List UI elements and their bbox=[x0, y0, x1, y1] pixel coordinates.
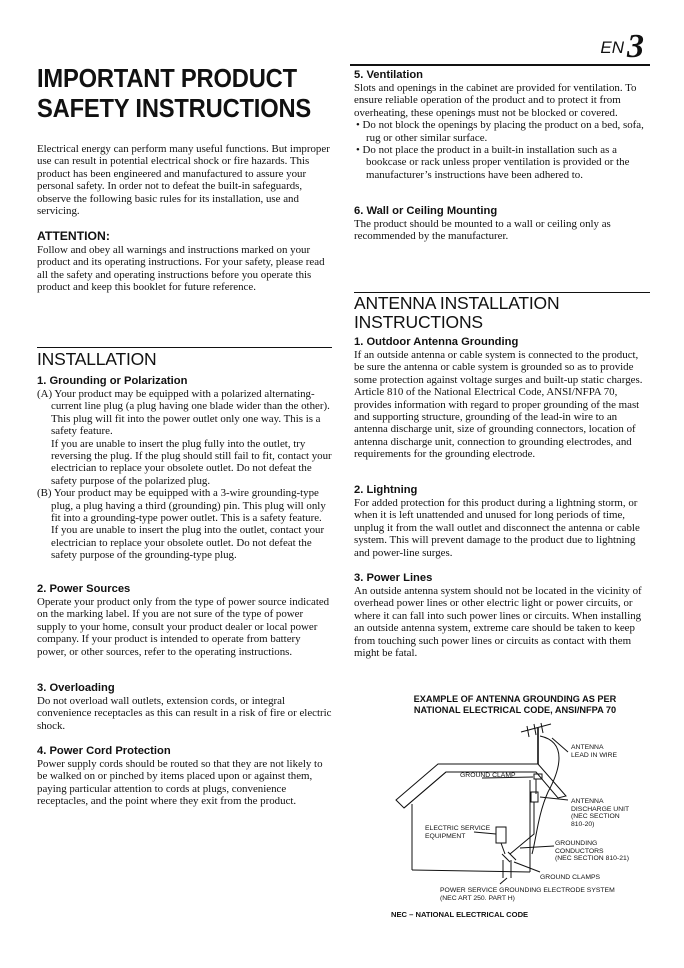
label-ground-clamp: GROUND CLAMP bbox=[460, 772, 516, 779]
power-lines-text: An outside antenna system should not be located in the vicinity of overhead power lines or other electric light or power circuits, or where it can fall into such power lines or circuits. When installing an outside antenna system, extreme care should be taken to keep from touching such power lines or circuits as contact with them might be fatal. bbox=[354, 585, 642, 660]
antenna-heading bbox=[354, 294, 559, 332]
label-discharge-unit: ANTENNA DISCHARGE UNIT (NEC SECTION 810-20) bbox=[571, 798, 630, 828]
lightning-section bbox=[354, 483, 650, 559]
grounding-section bbox=[37, 374, 332, 562]
outdoor-antenna-section bbox=[354, 335, 650, 461]
label-ground-clamps: GROUND CLAMPS bbox=[540, 874, 601, 881]
grounding-a-text: (A) Your product may be equipped with a polarized alternating-current line plug (a plug having one blade wider than the other). This plug will fit into the power outlet only one way. This is a safety feature. bbox=[37, 388, 330, 438]
lightning-text: For added protection for this product during a lightning storm, or when it is left unattended and unused for long periods of time, unplug it from the wall outlet and disconnect the antenna or cable system. This will prevent damage to the product due to lightning and power-line surges. bbox=[354, 497, 640, 559]
grounding-title: 1. Grounding or Polarization bbox=[37, 375, 188, 387]
language-label: EN bbox=[600, 38, 624, 57]
antenna-heading-line-1: ANTENNA INSTALLATION bbox=[354, 293, 560, 313]
title-line-1: IMPORTANT PRODUCT bbox=[37, 65, 297, 93]
wall-mount-text: The product should be mounted to a wall or ceiling only as recommended by the manufacturer. bbox=[354, 218, 611, 243]
intro-text: Electrical energy can perform many useful functions. But improper use can result in potential electrical shock or fire hazards. This product has been engineered and manufactured to assure your personal safety. In order not to defeat the built-in safeguards, observe the following basic rules for its installation, use and servicing. bbox=[37, 143, 330, 218]
ventilation-text: Slots and openings in the cabinet are provided for ventilation. To ensure reliable operation of the product and to protect it from overheating, these openings must not be blocked or covered. bbox=[354, 82, 637, 119]
ventilation-section bbox=[354, 68, 650, 181]
house-outline bbox=[396, 764, 566, 872]
power-cord-section bbox=[37, 744, 332, 808]
ground-clamps-icon bbox=[502, 852, 516, 878]
grounding-a-text-2: If you are unable to insert the plug fully into the outlet, try reversing the plug. If the plug should still fail to fit, contact your electrician to replace your obsolete outlet. Do not defeat the safety purpose of the polarized plug. bbox=[51, 437, 332, 487]
title-line-2: SAFETY INSTRUCTIONS bbox=[37, 95, 312, 123]
overloading-section bbox=[37, 681, 332, 732]
antenna-heading-line-2: INSTRUCTIONS bbox=[354, 312, 483, 332]
attention-heading: ATTENTION: bbox=[37, 229, 110, 243]
power-cord-text: Power supply cords should be routed so that they are not likely to be walked on or pinched by items placed upon or against them, paying particular attention to cords at plugs, convenience receptacles, and the point where they exit from the product. bbox=[37, 758, 323, 808]
page-number: 3 bbox=[627, 28, 644, 65]
power-lines-title: 3. Power Lines bbox=[354, 572, 433, 584]
power-sources-text: Operate your product only from the type of power source indicated on the marking label. If you are not sure of the type of power supply to your home, consult your product dealer or local power company. If your product is intended to operate from battery power, or other sources, refer to the operating instructions. bbox=[37, 596, 330, 658]
electric-service-icon bbox=[496, 827, 506, 843]
antenna-icon bbox=[521, 723, 551, 770]
label-electrode-system: POWER SERVICE GROUNDING ELECTRODE SYSTEM (NEC ART 250. PART H) bbox=[440, 887, 615, 902]
attention-block bbox=[37, 229, 332, 294]
attention-text: Follow and obey all warnings and instructions marked on your product and its operating instructions. For your safety, please read all the safety and operating instructions before you operate this product and keep this booklet for future reference. bbox=[37, 244, 325, 294]
lightning-title: 2. Lightning bbox=[354, 484, 418, 496]
intro-block bbox=[37, 143, 332, 217]
installation-heading: INSTALLATION bbox=[37, 349, 157, 369]
page-title bbox=[37, 64, 316, 124]
grounding-b-text: (B) Your product may be equipped with a 3-wire grounding-type plug, a plug having a third (grounding) pin. This plug will only fit into a grounding-type power outlet. This is a safety feature. bbox=[37, 487, 326, 525]
wall-mount-title: 6. Wall or Ceiling Mounting bbox=[354, 205, 498, 217]
power-sources-title: 2. Power Sources bbox=[37, 583, 131, 595]
header-rule bbox=[350, 64, 650, 66]
page-header bbox=[600, 28, 644, 66]
nec-footnote: NEC – NATIONAL ELECTRICAL CODE bbox=[391, 910, 529, 919]
installation-rule bbox=[37, 347, 332, 348]
overloading-title: 3. Overloading bbox=[37, 682, 115, 694]
label-electric-service: ELECTRIC SERVICE EQUIPMENT bbox=[425, 825, 491, 840]
grounding-b-text-2: If you are unable to insert the plug into the outlet, contact your electrician to replace your obsolete outlet. Do not defeat the safety purpose of the grounding-type plug. bbox=[51, 524, 325, 562]
figure-caption: EXAMPLE OF ANTENNA GROUNDING AS PER NATIONAL ELECTRICAL CODE, ANSI/NFPA 70 bbox=[413, 694, 617, 715]
ventilation-bullet: • Do not block the openings by placing the product on a bed, sofa, rug or other similar surface. bbox=[356, 119, 644, 144]
ventilation-title: 5. Ventilation bbox=[354, 69, 424, 81]
label-antenna-lead: ANTENNA LEAD IN WIRE bbox=[571, 744, 618, 759]
ventilation-bullet: • Do not place the product in a built-in installation such as a bookcase or rack unless proper ventilation is provided or the manufacturer’s instructions have been adhered to. bbox=[356, 144, 630, 181]
label-grounding-conductors: GROUNDING CONDUCTORS (NEC SECTION 810-21) bbox=[555, 840, 630, 863]
wall-mount-section bbox=[354, 204, 650, 243]
power-lines-section bbox=[354, 571, 650, 659]
outdoor-antenna-title: 1. Outdoor Antenna Grounding bbox=[354, 336, 519, 348]
overloading-text: Do not overload wall outlets, extension cords, or integral convenience receptacles as this can result in a risk of fire or electric shock. bbox=[37, 695, 332, 732]
outdoor-antenna-text: If an outside antenna or cable system is connected to the product, be sure the antenna or cable system is grounded so as to provide some protection against voltage surges and built-up static charges. Article 810 of the National Electrical Code, ANSI/NFPA 70, provides information with regard to proper grounding of the mast and supporting structure, grounding of the lead-in wire to an antenna discharge unit, size of grounding connectors, location of antenna discharge unit, connection to grounding electrodes, and requirements for the grounding electrode. bbox=[354, 349, 643, 461]
power-cord-title: 4. Power Cord Protection bbox=[37, 745, 171, 757]
power-sources-section bbox=[37, 582, 332, 658]
discharge-unit-icon bbox=[531, 792, 538, 802]
